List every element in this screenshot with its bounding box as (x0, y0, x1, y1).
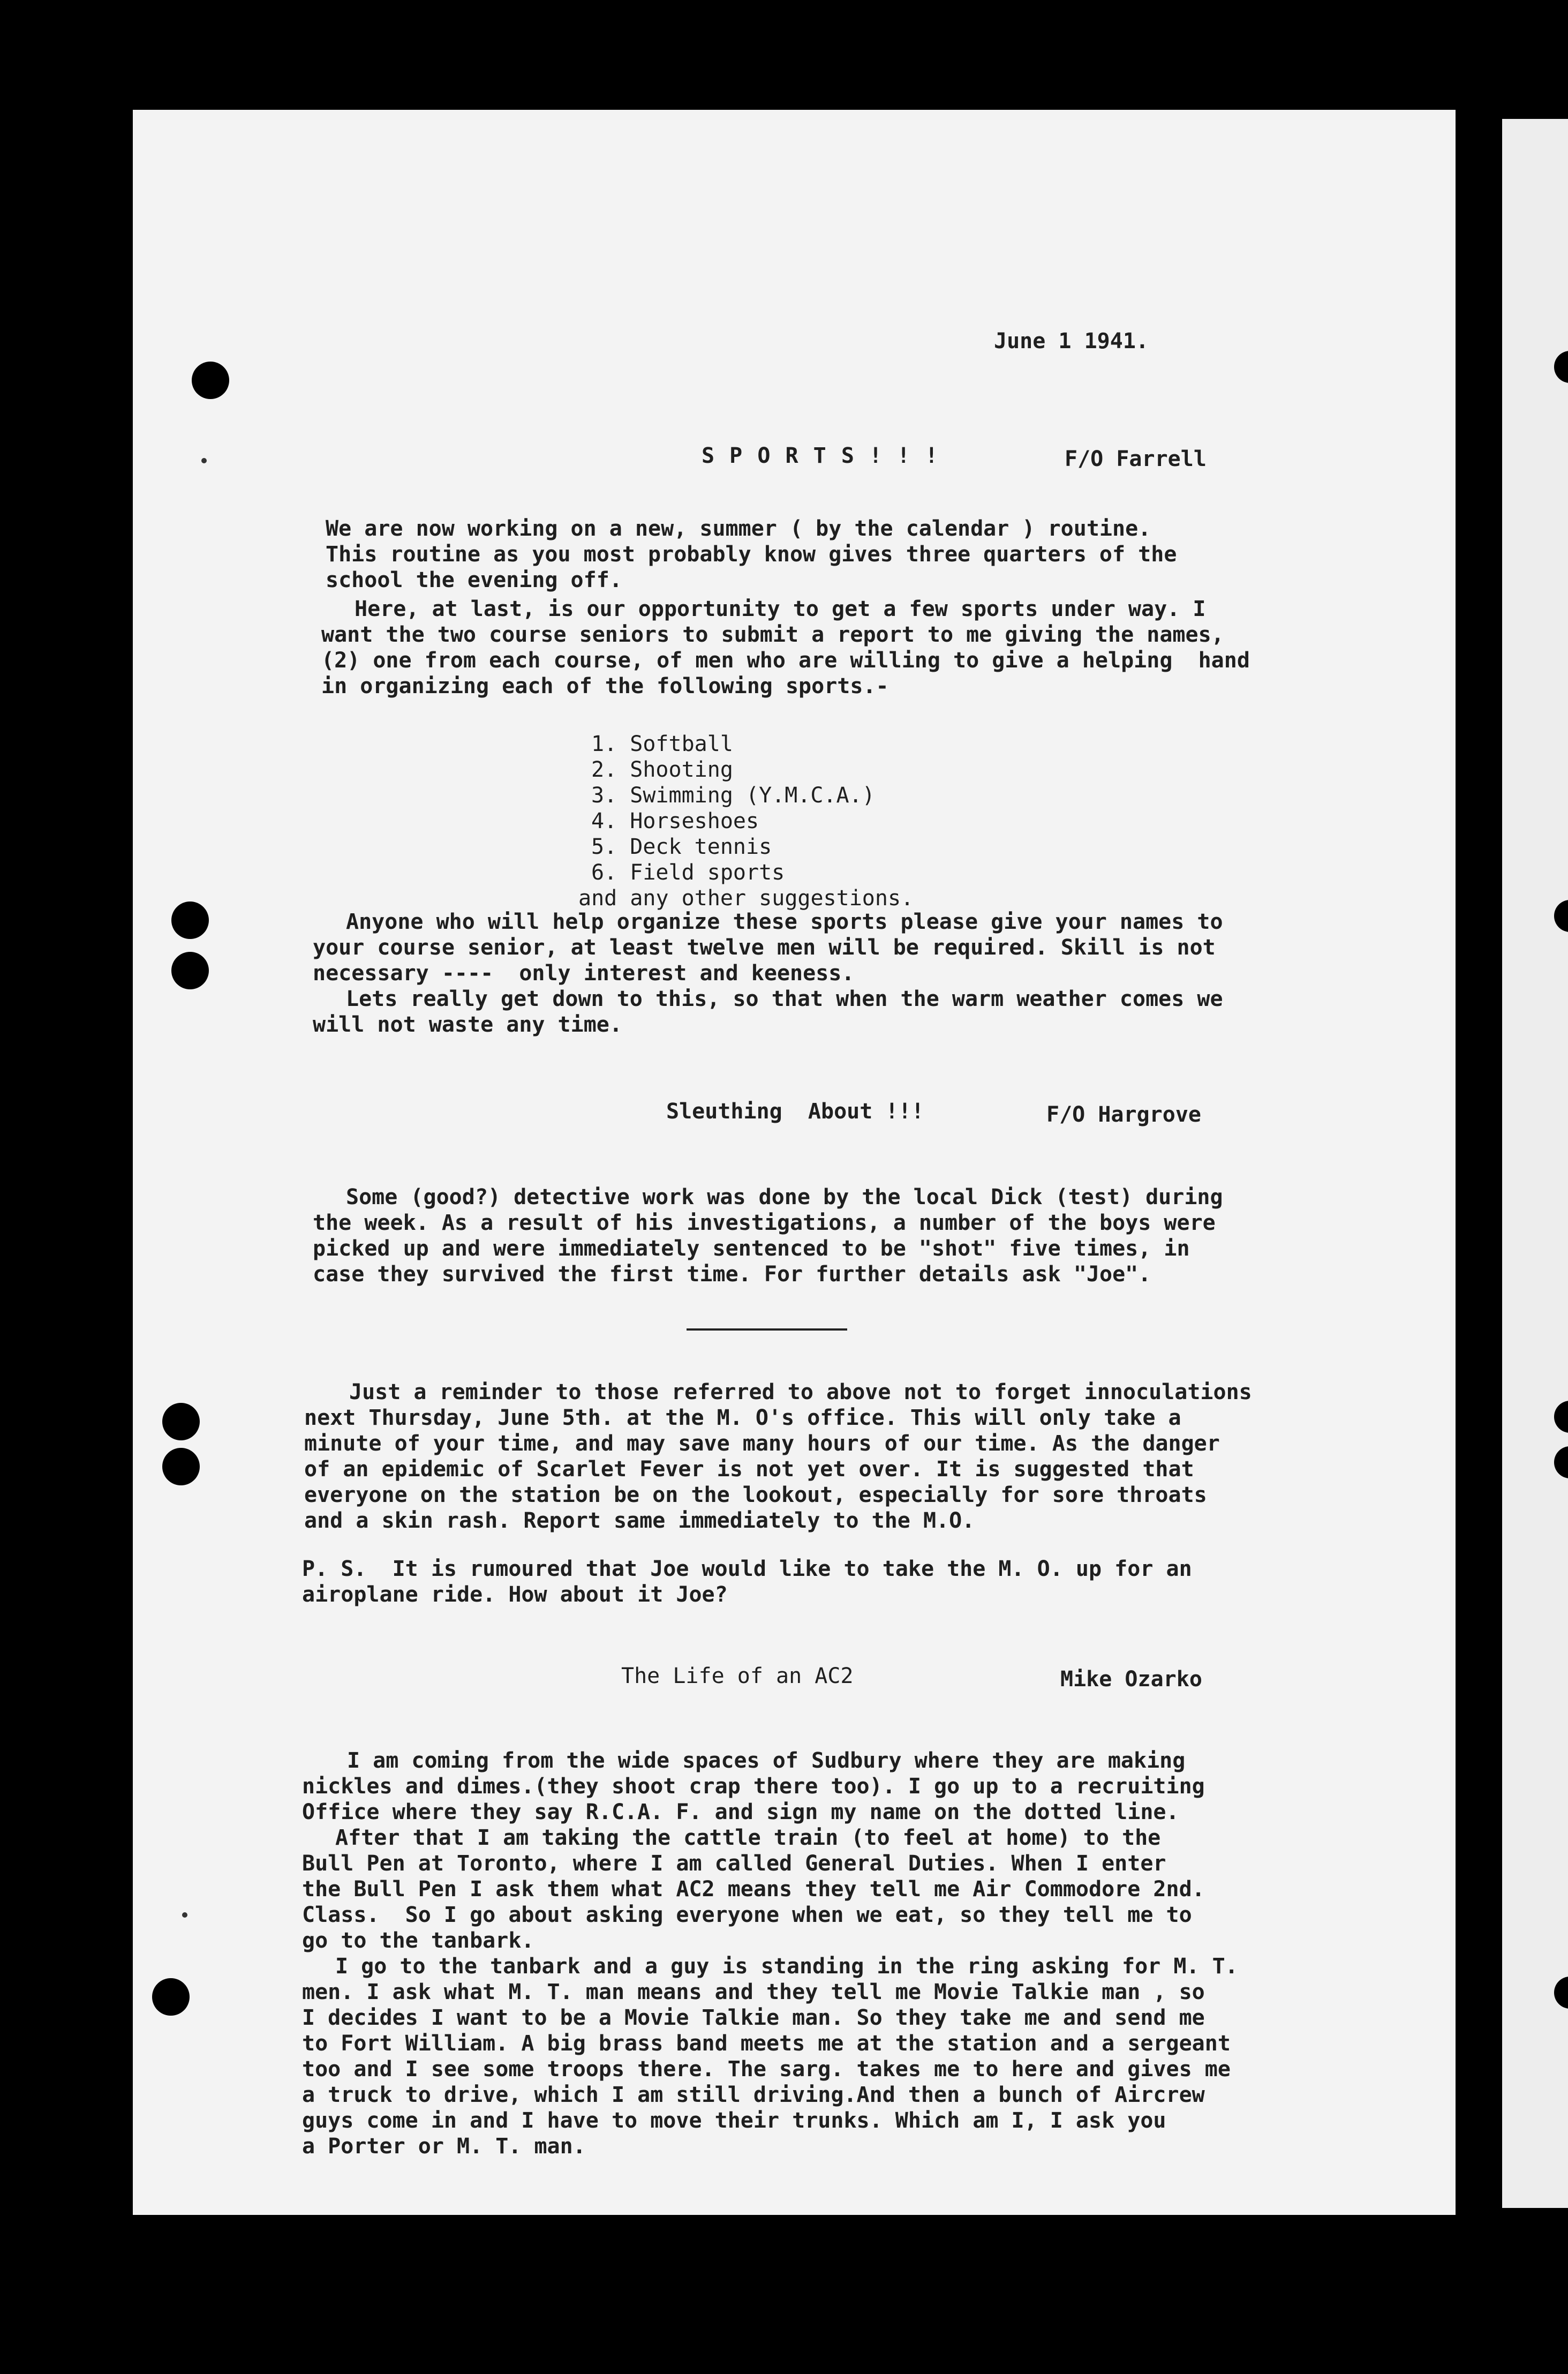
sports-heading: S P O R T S ! ! ! (702, 444, 939, 468)
punch-hole (171, 901, 209, 939)
list-item: and any other suggestions. (578, 886, 914, 911)
document-date: June 1 1941. (994, 329, 1149, 354)
ac2-paragraph-2: I go to the tanbark and a guy is standing in the ring asking for M. T. men. I ask what M. T. man means and they tell me Movie Talkie man , so I decides I want to be a Movie Talkie man. So they take me and send me to Fort William. A big brass band meets me at the station and a sergeant too and I see some troops there. The sarg. takes me to here and gives me a truck to drive, which I am still driving.And then a bunch of Aircrew guys come in and I have to move their trunks. Which am I, I ask you a Porter or M. T. man. (302, 1954, 1238, 2159)
ac2-heading: The Life of an AC2 (621, 1664, 854, 1688)
speck (201, 458, 207, 463)
sleuthing-heading: Sleuthing About !!! (666, 1099, 924, 1124)
reminder-body: Just a reminder to those referred to above not to forget innoculations next Thursday, June 5th. at the M. O's office. This will only take a minute of your time, and may save many hours of our time. As the danger of an epidemic of Scarlet Fever is not yet over. It is suggested that everyone on the station be on the lookout, especially for sore throats and a skin rash. Report same immediately to the M.O. (304, 1380, 1252, 1533)
punch-hole (192, 362, 229, 399)
list-item: 3. Swimming (Y.M.C.A.) (591, 783, 875, 808)
sports-request: Here, at last, is our opportunity to get a few sports under way. I want the two course seniors to submit a report to me giving the names, (2) one from each course, of men who are willing to give a helping hand in organizing each of the following sports.- (321, 597, 1250, 698)
list-item: 6. Field sports (591, 860, 785, 885)
ac2-author: Mike Ozarko (1060, 1667, 1202, 1692)
sports-intro: We are now working on a new, summer ( by the calendar ) routine. This routine as you most probably know gives three quarters of the school the evening off. (326, 516, 1177, 592)
sleuthing-body: Some (good?) detective work was done by the local Dick (test) during the week. As a result of his investigations, a number of the boys were picked up and were immediately sentenced to be "shot" five times, in case they survived the first time. For further details ask "Joe". (313, 1185, 1223, 1287)
punch-hole (162, 1448, 200, 1485)
adjacent-page-edge (1502, 119, 1568, 2208)
postscript: P. S. It is rumoured that Joe would like to take the M. O. up for an airoplane ride. How about it Joe? (302, 1557, 1192, 1607)
sleuthing-author: F/O Hargrove (1046, 1102, 1201, 1127)
punch-hole (152, 1978, 190, 2016)
section-divider (687, 1328, 847, 1331)
sports-author: F/O Farrell (1065, 447, 1207, 471)
list-item: 5. Deck tennis (591, 835, 772, 859)
typewritten-page (133, 110, 1456, 2215)
ac2-paragraph-1: I am coming from the wide spaces of Sudbury where they are making nickles and dimes.(they shoot crap there too). I go up to a recruiting Office where they say R.C.A. F. and sign my name on the dotted line. After that I am taking the cattle train (to feel at home) to the Bull Pen at Toronto, where I am called General Duties. When I enter the Bull Pen I ask them what AC2 means they tell me Air Commodore 2nd. Class. So I go about asking everyone when we eat, so they tell me to go to the tanbark. (302, 1748, 1205, 1953)
punch-hole (162, 1403, 200, 1440)
list-item: 4. Horseshoes (591, 809, 759, 833)
sports-list (578, 731, 914, 911)
speck (182, 1912, 187, 1918)
sports-closing: Anyone who will help organize these sports please give your names to your course senior, at least twelve men will be required. Skill is not necessary ---- only interest and keeness. Lets really get down to this, so that when the warm weather comes we will not waste any time. (313, 910, 1223, 1037)
list-item: 1. Softball (591, 732, 733, 756)
punch-hole (171, 952, 209, 989)
list-item: 2. Shooting (591, 757, 733, 782)
